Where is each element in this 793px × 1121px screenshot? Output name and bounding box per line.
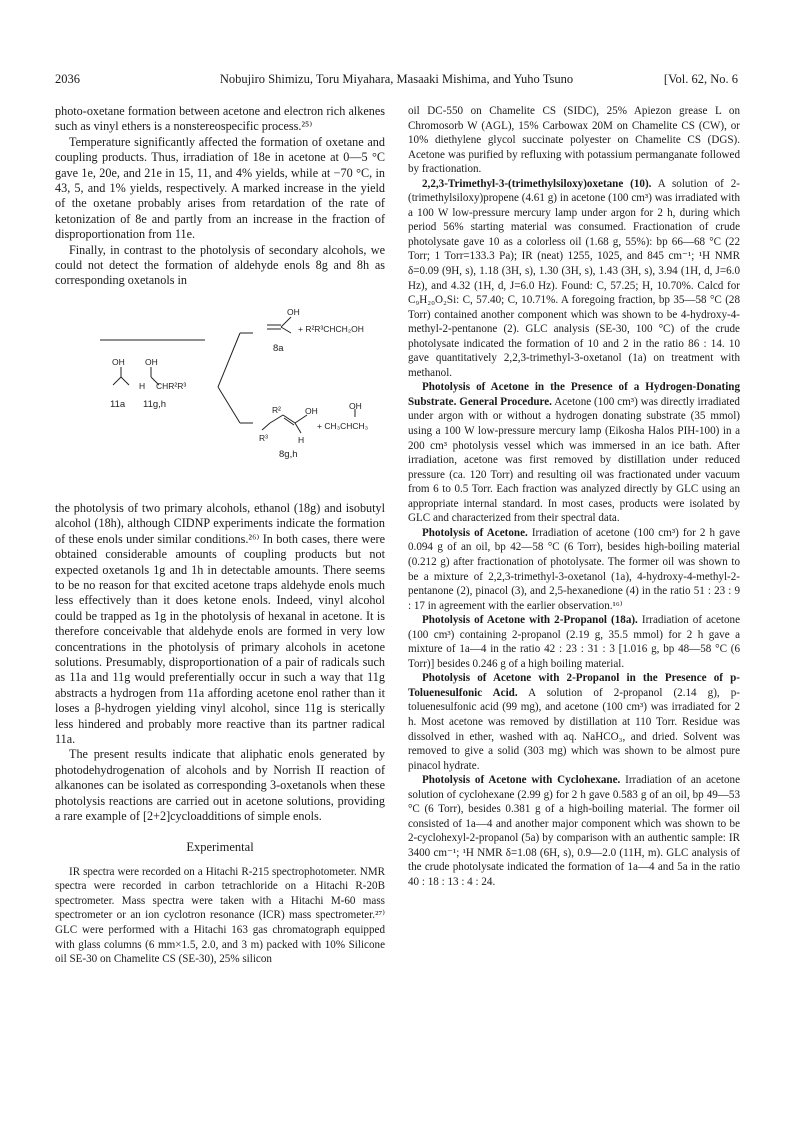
scheme-product-top: + R²R³CHCH₂OH bbox=[298, 323, 364, 334]
scheme-oh: OH bbox=[349, 400, 362, 411]
paragraph: the photolysis of two primary alcohols, ethanol (18g) and isobutyl alcohol (18h), although CIDNP experiments indicate the formation of these enols under similar conditions.²⁶⁾ In both cases, there were obtained considerable amounts of coupling products but not expected oxetanols 1g and 1h in detectable amounts. There seems to be no reason for that excited acetone traps aldehyde enols much less effectively than it does ketone enols. Indeed, vinyl alcohol could be trapped as 1g in the photolysis of hexanal in acetone. It is therefore conceivable that aldehyde enols are formed in very low concentrations in the photolysis of primary alcohols in acetone solutions. Presumably, disproportionation of a pair of radicals such as 11a and 11g would preferentially occur in such a way that 11g abstracts a hydrogen from 11a affording acetone enol rather than it loses a β-hydrogen yielding vinyl alcohol, since 11g is sterically less hindered and probably more reactive than its partner radical 11a. bbox=[55, 500, 385, 746]
paragraph bbox=[408, 671, 740, 773]
experimental-heading: Experimental bbox=[186, 840, 254, 855]
paragraph-body: Acetone (100 cm³) was directly irradiated under argon with or without a hydrogen donating substrate (35 mmol) using a 100 W low-pressure mercury lamp (Eikosha Halos PIH-100) in a 200 cm³ photolysis vessel which was immersed in an ice bath. After irradiation, acetone was first removed by distillation under reduced pressure (ca. 120 Torr) and resulting oil was fractionated under vacuum from 6 to 0.5 Torr. Each fraction was analyzed directly by GLC using an appropriate internal standard. In most cases, products were isolated by GLC and characterized from their spectral data. bbox=[408, 395, 740, 525]
paragraph-body: Irradiation of acetone (100 cm³) containing 2-propanol (2.19 g, 35.5 mmol) for 2 h gave a mixture of 1a—4 in the ratio 42 : 23 : 31 : 3 [1.016 g, bp 48—58 °C (6 Torr)] besides 0.246 g of a high boiling material. bbox=[408, 614, 740, 670]
paragraph bbox=[408, 380, 740, 525]
paragraph-body: Irradiation of acetone (100 cm³) for 2 h gave 0.094 g of an oil, bp 42—58 °C (6 Torr), besides high-boiling material (0.212 g) after fractionation of photolysate. The former oil was shown to be a mixture of 2,2,3-trimethyl-3-oxetanol (1a), 4-hydroxy-4-methyl-2-pentanone (2), pinacol (3), and 2,5-hexanedione (4) in the ratio 51 : 23 : 9 : 17 in agreement with the earlier observation.¹⁶⁾ bbox=[408, 526, 740, 612]
scheme-r2: R² bbox=[272, 404, 281, 415]
subsection-heading: 2,2,3-Trimethyl-3-(trimethylsiloxy)oxetane (10). bbox=[422, 177, 652, 190]
subsection-heading: Photolysis of Acetone with Cyclohexane. bbox=[422, 774, 621, 787]
scheme-h: H bbox=[298, 434, 305, 445]
header-authors: Nobujiro Shimizu, Toru Miyahara, Masaaki Mishima, and Yuho Tsuno bbox=[219, 72, 574, 86]
scheme-h: H bbox=[139, 380, 146, 391]
paragraph bbox=[408, 177, 740, 381]
paragraph: The present results indicate that aliphatic enols generated by photodehydrogenation of alcohols and by Norrish II reaction of alkanones can be isolated as corresponding 3-oxetanols when these photolysis reactions are carried out in acetone solutions, providing a rare example of [2+2]cycloadditions of simple enols. bbox=[55, 747, 385, 823]
scheme-oh: OH bbox=[145, 356, 158, 367]
scheme-oh: OH bbox=[305, 405, 318, 416]
paragraph bbox=[408, 526, 740, 613]
scheme-product-bottom: + CH₃CHCH₃ bbox=[317, 420, 369, 431]
experimental-section bbox=[55, 865, 385, 967]
paragraph bbox=[408, 613, 740, 671]
scheme-oh: OH bbox=[112, 356, 125, 367]
scheme-chr: CHR²R³ bbox=[156, 380, 187, 391]
scheme-r3: R³ bbox=[259, 432, 268, 443]
subsection-heading: Photolysis of Acetone with 2-Propanol in the Presence of p-Toluenesulfonic Acid. bbox=[408, 672, 740, 699]
paragraph-body: A solution of 2-propanol (2.14 g), p-toluenesulfonic acid (99 mg), and acetone (100 cm³) was irradiated for 2 h. Most acetone was removed by distillation at 110 Torr. Residue was dissolved in ether, washed with aq. NaHCO₃, and dried. Solvent was removed to give a solid (303 mg) which was shown to be almost pure pinacol hydrate. bbox=[408, 686, 740, 772]
scheme-oh: OH bbox=[287, 306, 300, 317]
page-number: 2036 bbox=[55, 72, 80, 86]
paragraph: oil DC-550 on Chamelite CS (SIDC), 25% Apiezon grease L on Chromosorb W (AGL), 15% Carbowax 20M on Chamelite CS (CW), or 10% diethylene glycol succinate polyester on Chamelite CS (DGS). Acetone was purified by refluxing with potassium permanganate followed by fractionation. bbox=[408, 105, 740, 176]
subsection-heading: Photolysis of Acetone with 2-Propanol (18a). bbox=[422, 614, 638, 627]
label-11gh: 11g,h bbox=[143, 398, 167, 410]
subsection-heading: Photolysis of Acetone in the Presence of a Hydrogen-Donating Substrate. General Procedure. bbox=[408, 381, 740, 408]
label-8gh: 8g,h bbox=[279, 448, 298, 460]
reaction-scheme bbox=[55, 295, 385, 495]
paragraph: photo-oxetane formation between acetone and electron rich alkenes such as vinyl ethers is a nonstereospecific process.²⁵⁾ bbox=[55, 104, 385, 134]
subsection-heading: Photolysis of Acetone. bbox=[422, 526, 528, 539]
header-volume: [Vol. 62, No. 6 bbox=[663, 72, 738, 86]
paragraph-body: Irradiation of an acetone solution of cyclohexane (2.99 g) for 2 h gave 0.583 g of an oil, bp 49—53 °C (6 Torr), besides 0.381 g of a high-boiling material. The former oil consisted of 1a—4 and another major component which was shown to be 2-cyclohexyl-2-propanol (5a) by comparison with an authentic sample: IR 3400 cm⁻¹; ¹H NMR δ=1.08 (6H, s), 0.9—2.0 (11H, m). GLC analysis of the crude photolysate indicated the formation of 1a—4 and 5a in the ratio 40 : 18 : 13 : 4 : 24. bbox=[408, 774, 740, 888]
label-11a: 11a bbox=[110, 398, 126, 410]
running-header bbox=[55, 72, 738, 90]
right-column bbox=[408, 104, 740, 890]
paragraph bbox=[408, 773, 740, 889]
left-column bbox=[55, 104, 385, 967]
paragraph: IR spectra were recorded on a Hitachi R-215 spectrophotometer. NMR spectra were recorded in carbon tetrachloride on a Hitachi R-20B spectrometer. Mass spectra were taken with a Hitachi M-60 mass spectrometer or an ion cyclotron resonance (ICR) mass spectrometer.²⁷⁾ GLC were performed with a Hitachi 163 gas chromatograph equipped with glass columns (6 mm×1.5, 2.0, and 3 m) packed with 10% Silicone oil SE-30 on Chamelite CS (SE-30), 25% silicon bbox=[55, 865, 385, 966]
paragraph: Temperature significantly affected the formation of oxetane and coupling products. Thus, irradiation of 18e in acetone at 0—5 °C gave 1e, 20e, and 21e in 15, 11, and 4% yields, while at −70 °C, in 43, 5, and 1% yields, respectively. A marked increase in the yield of the oxetane probably arises from retardation of the rate of ketonization of 8e and partly from an increase in the fraction of disproportionation from 11e. bbox=[55, 134, 385, 242]
label-8a: 8a bbox=[273, 342, 284, 354]
paragraph-body: A solution of 2-(trimethylsiloxy)propene (4.61 g) in acetone (100 cm³) was irradiated with a 100 W low-pressure mercury lamp under argon for 2 h, during which period 56% starting material was consumed. Fractionation of crude photolysate gave 10 as a colorless oil (1.68 g, 55%): bp 66—68 °C (22 Torr; 1 Torr=133.3 Pa); IR (neat) 1255, 1025, and 845 cm⁻¹; ¹H NMR δ=0.09 (9H, s), 1.18 (3H, s), 1.30 (3H, s), 1.43 (3H, s), 3.94 (1H, d, J=6.0 Hz), and 4.32 (1H, d, J=6.0 Hz). Found: C, 57.25; H, 10.70%. Calcd for C₉H₂₀O₂Si: C, 57.40; C, 10.71%. A foregoing fraction, bp 35—58 °C (28 Torr) contained another component which was shown to be 4-hydroxy-4-methyl-2-pentanone (2). GLC analysis (SE-30, 100 °C) of the crude photolysate indicated the formation of 10 and 2 in the ratio 86 : 14. 10 gave quantitatively 2,2,3-trimethyl-3-oxetanol (1a) on treatment with methanol. bbox=[408, 177, 740, 379]
paragraph: Finally, in contrast to the photolysis of secondary alcohols, we could not detect the formation of aldehyde enols 8g and 8h as corresponding oxetanols in bbox=[55, 242, 385, 288]
